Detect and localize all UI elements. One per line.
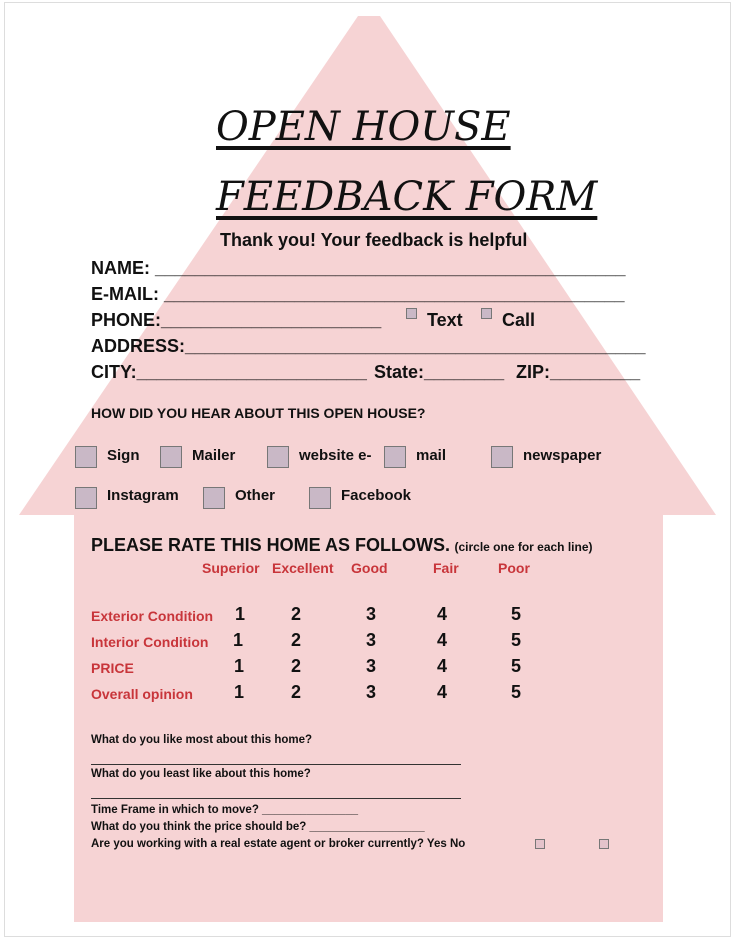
exterior-3[interactable]: 3 (366, 604, 377, 624)
zip-field[interactable]: ZIP:_________ (516, 362, 641, 382)
price-5[interactable]: 5 (511, 656, 522, 676)
interior-5[interactable]: 5 (511, 630, 522, 650)
agent-yes-checkbox[interactable] (535, 839, 545, 849)
title-line-2: FEEDBACK FORM (216, 174, 598, 220)
answer-line-least[interactable] (91, 798, 461, 799)
house-body (74, 515, 663, 922)
interior-3[interactable]: 3 (366, 630, 377, 650)
overall-1[interactable]: 1 (234, 682, 245, 702)
overall-3[interactable]: 3 (366, 682, 377, 702)
row-price-label: PRICE (91, 660, 134, 676)
overall-5[interactable]: 5 (511, 682, 522, 702)
text-label: Text (427, 310, 463, 330)
question-most: What do you like most about this home? (91, 734, 313, 746)
col-poor: Poor (498, 560, 530, 576)
price-3[interactable]: 3 (366, 656, 377, 676)
phone-field[interactable]: PHONE:______________________ (91, 310, 382, 330)
exterior-5[interactable]: 5 (511, 604, 522, 624)
interior-4[interactable]: 4 (437, 630, 448, 650)
price-4[interactable]: 4 (437, 656, 448, 676)
row-exterior-label: Exterior Condition (91, 608, 214, 624)
newspaper-checkbox[interactable] (491, 446, 513, 468)
col-fair: Fair (433, 560, 459, 576)
rating-heading-wrap (91, 535, 593, 556)
col-good: Good (351, 560, 388, 576)
answer-line-most[interactable] (91, 764, 461, 765)
rating-heading: PLEASE RATE THIS HOME AS FOLLOWS. (91, 535, 451, 555)
address-field[interactable]: ADDRESS:______________________________________________ (91, 336, 646, 356)
other-checkbox[interactable] (203, 487, 225, 509)
interior-2[interactable]: 2 (291, 630, 302, 650)
name-field[interactable]: NAME: _______________________________________________ (91, 258, 626, 278)
question-timeframe[interactable]: Time Frame in which to move? _______________ (91, 804, 358, 816)
website-checkbox[interactable] (267, 446, 289, 468)
exterior-4[interactable]: 4 (437, 604, 448, 624)
col-superior: Superior (202, 560, 260, 576)
subtitle: Thank you! Your feedback is helpful (220, 230, 528, 250)
exterior-1[interactable]: 1 (235, 604, 246, 624)
website-label: website e- (299, 447, 372, 464)
row-overall-label: Overall opinion (91, 686, 193, 702)
facebook-label: Facebook (341, 487, 412, 504)
state-field[interactable]: State:________ (374, 362, 505, 382)
facebook-checkbox[interactable] (309, 487, 331, 509)
col-excellent: Excellent (272, 560, 334, 576)
price-1[interactable]: 1 (234, 656, 245, 676)
sign-checkbox[interactable] (75, 446, 97, 468)
rating-note: (circle one for each line) (454, 540, 593, 554)
city-field[interactable]: CITY:_______________________ (91, 362, 367, 382)
call-label: Call (502, 310, 536, 330)
newspaper-label: newspaper (523, 447, 602, 464)
exterior-2[interactable]: 2 (291, 604, 302, 624)
question-least: What do you least like about this home? (91, 768, 311, 780)
agent-no-checkbox[interactable] (599, 839, 609, 849)
row-interior-label: Interior Condition (91, 634, 209, 650)
email-checkbox[interactable] (384, 446, 406, 468)
question-price[interactable]: What do you think the price should be? __________________ (91, 821, 425, 833)
question-agent: Are you working with a real estate agent or broker currently? Yes No (91, 838, 466, 850)
instagram-checkbox[interactable] (75, 487, 97, 509)
sign-label: Sign (107, 447, 140, 464)
interior-1[interactable]: 1 (233, 630, 244, 650)
mailer-checkbox[interactable] (160, 446, 182, 468)
overall-4[interactable]: 4 (437, 682, 448, 702)
text-checkbox[interactable] (406, 308, 417, 319)
overall-2[interactable]: 2 (291, 682, 302, 702)
email-field[interactable]: E-MAIL: ______________________________________________ (91, 284, 625, 304)
email-label: mail (416, 447, 447, 464)
instagram-label: Instagram (107, 487, 179, 504)
title-line-1: OPEN HOUSE (216, 104, 511, 150)
price-2[interactable]: 2 (291, 656, 302, 676)
call-checkbox[interactable] (481, 308, 492, 319)
other-label: Other (235, 487, 276, 504)
mailer-label: Mailer (192, 447, 236, 464)
hear-question: HOW DID YOU HEAR ABOUT THIS OPEN HOUSE? (91, 405, 426, 421)
